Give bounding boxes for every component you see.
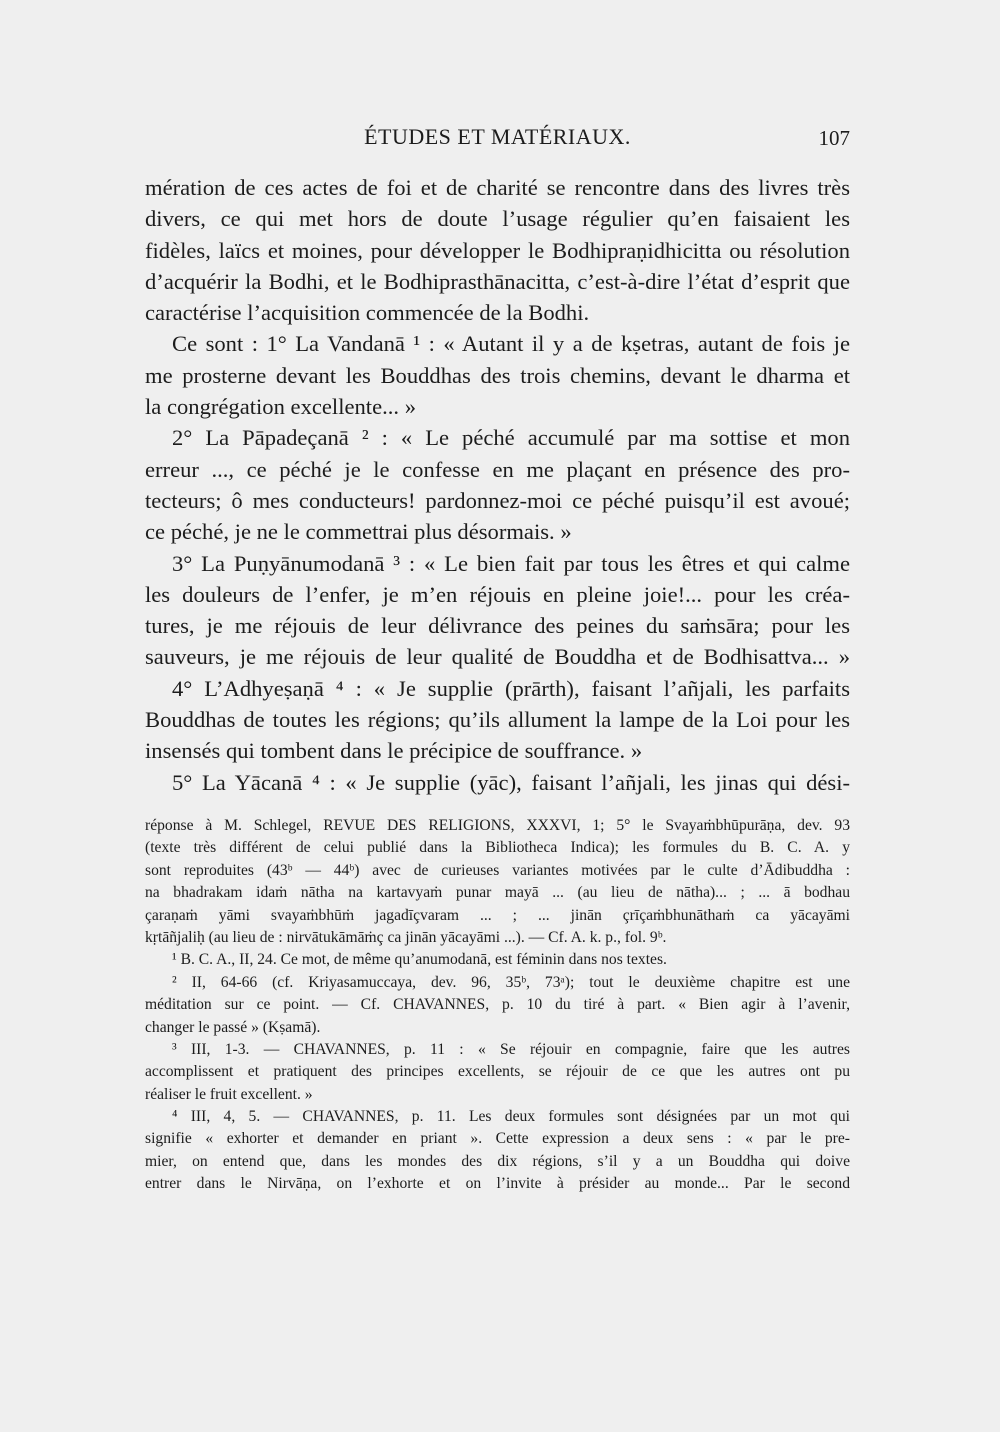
body-line: sauveurs, je me réjouis de leur qualité de Bouddha et de Bodhisattva... » xyxy=(145,644,850,670)
body-line: d’acquérir la Bodhi, et le Bodhiprasthānacitta, c’est-à-dire l’état d’esprit que xyxy=(145,268,850,294)
body-line: Ce sont : 1° La Vandanā ¹ : « Autant il y a de kṣetras, autant de fois je xyxy=(172,331,850,357)
footnote-line: ³ III, 1-3. — CHAVANNES, p. 11 : « Se réjouir en compagnie, faire que les autres xyxy=(172,1040,850,1058)
body-line: me prosterne devant les Bouddhas des trois chemins, devant le dharma et xyxy=(145,362,850,388)
footnote-line: (texte très différent de celui publié dans la Bibliotheca Indica); les formules du B. C. A. y xyxy=(145,839,850,857)
footnote-line: mier, on entend que, dans les mondes des dix régions, s’il y a un Bouddha qui doive xyxy=(145,1152,850,1170)
running-head xyxy=(145,120,850,160)
footnote-line: ² II, 64-66 (cf. Kriyasamuccaya, dev. 96, 35ᵇ, 73ᵃ); tout le deuxième chapitre est une xyxy=(172,973,850,991)
body-line: erreur ..., ce péché je le confesse en me plaçant en présence des pro- xyxy=(145,456,850,482)
footnote-line: signifie « exhorter et demander en priant ». Cette expression a deux sens : « par le pre- xyxy=(145,1130,850,1148)
footnote-line: entrer dans le Nirvāṇa, on l’exhorte et on l’invite à présider au monde... Par le second xyxy=(145,1175,850,1193)
body-line: la congrégation excellente... » xyxy=(145,394,417,420)
footnote-line: sont reproduites (43ᵇ — 44ᵇ) avec de curieuses variantes motivées par le culte d’Ādibuddha : xyxy=(145,861,850,879)
page-number: 107 xyxy=(818,126,850,150)
body-line: 3° La Puṇyānumodanā ³ : « Le bien fait par tous les êtres et qui calme xyxy=(172,550,850,576)
footnote-line: méditation sur ce point. — Cf. CHAVANNES, p. 10 du tiré à part. « Bien agir à l’avenir, xyxy=(145,996,850,1014)
body-line: les douleurs de l’enfer, je m’en réjouis en pleine joie!... pour les créa- xyxy=(145,581,850,607)
footnote-line: réponse à M. Schlegel, REVUE DES RELIGIONS, XXXVI, 1; 5° le Svayaṁbhūpurāṇa, dev. 93 xyxy=(145,817,850,834)
body-line: tures, je me réjouis de leur délivrance des peines du saṁsāra; pour les xyxy=(145,613,850,639)
footnote-line: çaraṇaṁ yāmi svayaṁbhūṁ jagadīçvaram ... ; ... jinān çrīçaṁbhunāthaṁ ca yācayāmi xyxy=(145,906,850,924)
footnote-line: accomplissent et pratiquent des principes excellents, se réjouir de ce que les autres ont pu xyxy=(145,1063,850,1081)
footnote-line: réaliser le fruit excellent. » xyxy=(145,1085,313,1103)
body-line: ce péché, je ne le commettrai plus désormais. » xyxy=(145,519,572,545)
footnotes xyxy=(145,815,850,1196)
footnote-line: kṛtāñjaliḥ (au lieu de : nirvātukāmāṁç ca jinān yācayāmi ...). — Cf. A. k. p., fol. 9ᵇ. xyxy=(145,928,667,946)
body-line: Bouddhas de toutes les régions; qu’ils allument la lampe de la Loi pour les xyxy=(145,707,850,733)
body-line: 2° La Pāpadeçanā ² : « Le péché accumulé par ma sottise et mon xyxy=(172,425,850,451)
footnote-line: na bhadrakam idaṁ nātha na kartavyaṁ punar mayā ... (au lieu de nātha)... ; ... ā bodhau xyxy=(145,884,850,902)
body-line: insensés qui tombent dans le précipice de souffrance. » xyxy=(145,738,643,764)
running-title: ÉTUDES ET MATÉRIAUX. xyxy=(364,124,631,149)
body-line: fidèles, laïcs et moines, pour développer le Bodhipraṇidhicitta ou résolution xyxy=(145,237,850,263)
body-line: mération de ces actes de foi et de charité se rencontre dans des livres très xyxy=(145,175,850,200)
footnote-line: changer le passé » (Kṣamā). xyxy=(145,1018,321,1036)
body-line: 5° La Yācanā ⁴ : « Je supplie (yāc), faisant l’añjali, les jinas qui dési- xyxy=(172,769,850,795)
body-line: 4° L’Adhyeṣaṇā ⁴ : « Je supplie (prārth), faisant l’añjali, les parfaits xyxy=(172,675,850,701)
footnote-line: ⁴ III, 4, 5. — CHAVANNES, p. 11. Les deux formules sont désignées par un mot qui xyxy=(172,1108,850,1126)
body-text xyxy=(145,172,850,798)
footnote-line: ¹ B. C. A., II, 24. Ce mot, de même qu’anumodanā, est féminin dans nos textes. xyxy=(172,951,667,969)
body-line: divers, ce qui met hors de doute l’usage régulier qu’en faisaient les xyxy=(145,206,850,232)
body-line: tecteurs; ô mes conducteurs! pardonnez-moi ce péché puisqu’il est avoué; xyxy=(145,487,850,513)
body-line: caractérise l’acquisition commencée de la Bodhi. xyxy=(145,300,590,326)
